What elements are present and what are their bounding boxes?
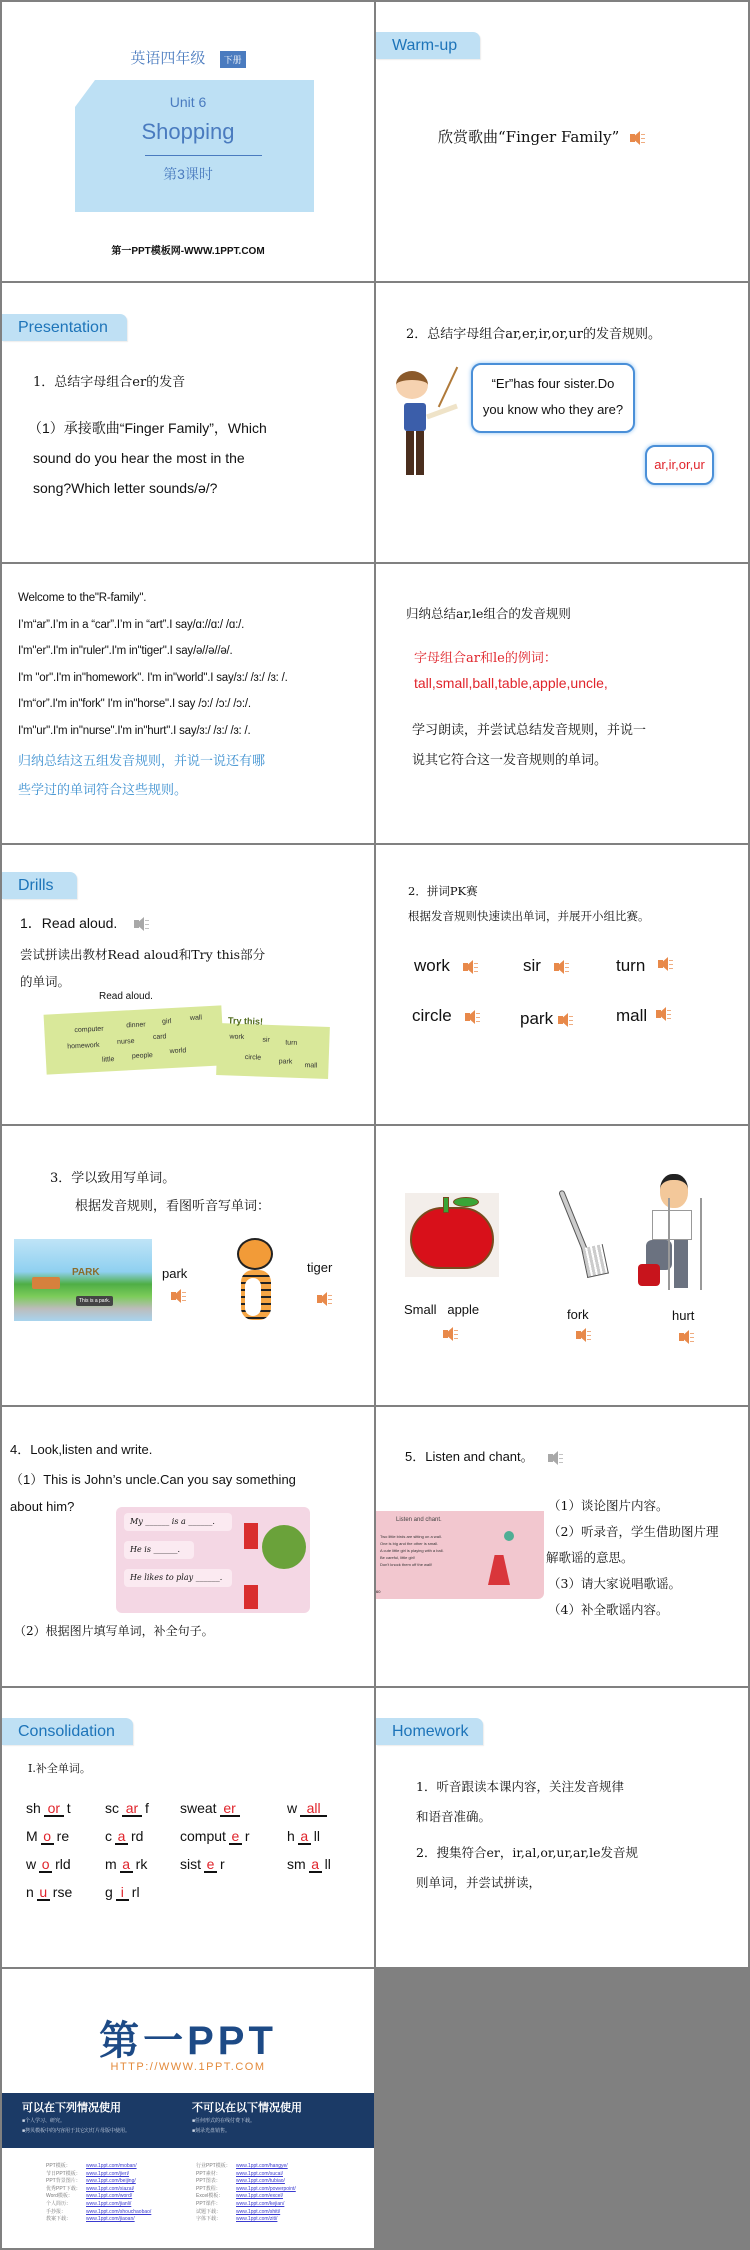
fill-word: [26, 1828, 69, 1845]
book-text: [380, 1533, 444, 1568]
word-park: park: [162, 1266, 188, 1281]
word-tiger: tiger: [307, 1260, 333, 1275]
answer-blank[interactable]: a: [298, 1830, 311, 1845]
cannot-use-item: ■任何形式的在线付费下载。: [192, 2118, 256, 2124]
lesson-title: Shopping: [141, 119, 235, 144]
links-left-column: [46, 2163, 151, 2224]
resource-link[interactable]: www.1ppt.com/shiti/: [236, 2208, 281, 2215]
can-use-title: 可以在下列情况使用: [22, 2102, 121, 2114]
answer-blank[interactable]: o: [41, 1830, 54, 1845]
cannot-use-list: [192, 2116, 255, 2136]
try-word: sir: [262, 1036, 270, 1044]
link-label: 节日PPT模板：: [46, 2170, 81, 2177]
write-heading: 3．学以致用写单词。: [50, 1171, 176, 1186]
word-prefix: sh: [26, 1800, 41, 1816]
link-label: PPT图表：: [196, 2178, 221, 2185]
bubble-line-1: “Er”has four sister.Do: [491, 376, 615, 391]
answer-blank[interactable]: er: [220, 1802, 240, 1817]
slide-3-presentation[interactable]: [2, 283, 374, 562]
worksheet-line: He likes to play ______.: [124, 1569, 232, 1587]
speaker-icon[interactable]: [464, 1009, 480, 1025]
resource-link[interactable]: www.1ppt.com/sucai/: [236, 2170, 283, 2177]
answer-blank[interactable]: u: [37, 1886, 50, 1901]
word-suffix: t: [66, 1800, 71, 1816]
paragraph-line-3: song?Which letter sounds/ə/?: [33, 480, 218, 496]
section-tab-warmup: Warm-up: [376, 32, 480, 59]
fill-word: [26, 1800, 71, 1817]
word-prefix: w: [287, 1800, 298, 1816]
resource-link[interactable]: www.1ppt.com/shouchaobao/: [86, 2208, 152, 2215]
homework-line: 1．听音跟读本课内容，关注发音规律: [416, 1779, 624, 1794]
fork-illustration: [558, 1189, 590, 1256]
resource-link[interactable]: www.1ppt.com/ziti/: [236, 2216, 278, 2223]
fill-word: [287, 1800, 330, 1817]
speaker-icon[interactable]: [575, 1327, 591, 1343]
fill-word: [287, 1856, 331, 1873]
chant-step: （2）听录音，学生借助图片理: [548, 1524, 719, 1539]
card-word: world: [169, 1047, 187, 1056]
look-line-1: （1）This is John’s uncle.Can you say something: [10, 1472, 296, 1487]
chant-step: （3）请大家说唱歌谣。: [548, 1576, 681, 1591]
slide-15-credits[interactable]: [2, 1969, 374, 2248]
link-label: PPT素材：: [196, 2170, 221, 2177]
link-row: [196, 2163, 296, 2171]
speaker-icon[interactable]: [170, 1288, 186, 1304]
try-word: circle: [244, 1054, 262, 1062]
grade-row: [2, 47, 374, 68]
fill-word: [26, 1856, 71, 1873]
card-word: little: [101, 1056, 115, 1064]
study-line-1: 学习朗读，并尝试总结发音规则，并说一: [412, 723, 647, 738]
resource-link[interactable]: www.1ppt.com/jianli/: [86, 2200, 132, 2207]
link-row: [46, 2201, 151, 2209]
book-line: A cute little girl is playing with a ball.: [380, 1548, 444, 1553]
speaker-icon[interactable]: [655, 1006, 671, 1022]
look-line-2: about him?: [10, 1499, 75, 1514]
resource-link[interactable]: www.1ppt.com/tubiao/: [236, 2178, 285, 2185]
resource-link[interactable]: www.1ppt.com/excel/: [236, 2193, 283, 2200]
book-line: Two little birds are sitting on a wall.: [380, 1534, 442, 1539]
link-row: [196, 2216, 296, 2224]
teacher-illustration: [392, 363, 462, 481]
links-right-column: [196, 2163, 296, 2224]
link-label: PPT课件：: [196, 2200, 221, 2207]
word-small-apple: Small apple: [404, 1302, 480, 1317]
park-bench: [32, 1277, 60, 1289]
section-tab-consolidation: Consolidation: [2, 1718, 133, 1745]
link-row: [196, 2201, 296, 2209]
homework-line: 则单词，并尝试拼读，: [416, 1875, 542, 1890]
link-label: 教案下载：: [46, 2216, 72, 2223]
link-label: 个人简历：: [46, 2200, 72, 2207]
presentation-paragraph: [28, 413, 267, 503]
card-word: girl: [161, 1018, 172, 1026]
homework-line: 2．搜集符合er，ir,al,or,ur,ar,le发音规: [416, 1845, 638, 1860]
example-label: 字母组合ar和le的例词：: [414, 651, 557, 666]
link-row: [196, 2178, 296, 2186]
word-suffix: f: [145, 1800, 149, 1816]
word-prefix: M: [26, 1828, 38, 1844]
presentation-heading: 1．总结字母组合er的发音: [33, 375, 186, 390]
volume-badge: 下册: [220, 51, 246, 68]
homework-item-1: [416, 1772, 624, 1832]
word-hurt: hurt: [672, 1308, 695, 1323]
pk-word-park[interactable]: [520, 1009, 573, 1029]
section-tab-drills: Drills: [2, 872, 77, 899]
fill-word: [180, 1856, 225, 1873]
answer-blank[interactable]: ar: [122, 1802, 142, 1817]
pk-word-turn[interactable]: [616, 956, 673, 976]
slide-11-look-listen-write[interactable]: [2, 1407, 374, 1686]
chant-heading-row: [405, 1446, 563, 1466]
worksheet-line: My ______ is a ______.: [124, 1513, 232, 1531]
try-word: turn: [285, 1039, 298, 1047]
link-label: 行业PPT模板：: [196, 2163, 231, 2169]
word-suffix: r: [244, 1828, 250, 1844]
drills-instruction: [20, 941, 265, 995]
link-label: 试题下载：: [196, 2208, 222, 2215]
r-family-line: Welcome to the"R-family".: [18, 592, 147, 604]
answer-blank[interactable]: i: [116, 1886, 129, 1901]
card-title: Read aloud.: [99, 991, 153, 1002]
usage-band: [2, 2093, 374, 2148]
link-row: [46, 2216, 151, 2224]
word-suffix: ll: [324, 1856, 331, 1872]
speaker-icon[interactable]: [462, 959, 478, 975]
pk-instruction: 根据发音规则快速读出单词，并展开小组比赛。: [408, 909, 650, 923]
link-label: Excel模板：: [196, 2193, 224, 2200]
word-prefix: g: [105, 1884, 113, 1900]
tiger-illustration: [227, 1234, 287, 1330]
word-suffix: ll: [313, 1828, 321, 1844]
word-suffix: rd: [131, 1828, 144, 1844]
answer-blank[interactable]: all: [300, 1802, 327, 1817]
grade-label: 英语四年级: [130, 50, 206, 67]
summary-line-2: 些学过的单词符合这些规则。: [18, 783, 188, 798]
study-instruction: [412, 716, 646, 776]
slide-12-chant[interactable]: [376, 1407, 748, 1686]
paragraph-line-1: （1）承接歌曲“Finger Family”，Which: [28, 420, 267, 436]
tree-icon: [262, 1525, 306, 1569]
instruction-line-2: 的单词。: [20, 974, 71, 989]
link-row: [46, 2193, 151, 2201]
slide-5-r-family[interactable]: [2, 564, 374, 843]
r-family-line: I'm "or".I'm in"homework". I'm in"world".I say/ɜ:/ /ɜ:/ /ɜ: /.: [18, 671, 288, 684]
pk-word-mall[interactable]: [616, 1006, 671, 1026]
park-illustration: [14, 1239, 152, 1321]
apple-illustration: [405, 1193, 499, 1277]
speaker-icon[interactable]: [629, 130, 645, 146]
fork-tines: [581, 1244, 609, 1278]
pk-word-sir[interactable]: [523, 956, 569, 976]
word-suffix: rk: [135, 1856, 148, 1872]
consolidation-heading: Ⅰ.补全单词。: [28, 1762, 91, 1775]
link-row: [196, 2193, 296, 2201]
resource-link[interactable]: www.1ppt.com/hangye/: [236, 2163, 288, 2169]
resource-link[interactable]: www.1ppt.com/powerpoint/: [236, 2185, 296, 2192]
can-use-item: ■拷贝模板中的内容用于其它幻灯片母版中使用。: [22, 2128, 131, 2134]
answer-blank[interactable]: a: [309, 1858, 322, 1873]
resource-link[interactable]: www.1ppt.com/moban/: [86, 2163, 137, 2169]
link-label: PPT模板：: [46, 2163, 71, 2169]
speaker-icon[interactable]: [316, 1291, 332, 1307]
word-prefix: c: [105, 1828, 112, 1844]
resource-link[interactable]: www.1ppt.com/jieri/: [86, 2170, 130, 2177]
title-divider: [145, 155, 262, 156]
word-suffix: r: [220, 1856, 225, 1872]
answer-blank[interactable]: o: [39, 1858, 52, 1873]
answer-blank[interactable]: e: [204, 1858, 217, 1873]
uncle-figure: [244, 1523, 258, 1549]
can-use-item: ■个人学习、研究。: [22, 2118, 66, 2124]
worksheet-illustration: [116, 1507, 310, 1613]
speech-bubble-answer: [645, 445, 714, 485]
homework-line: 和语音准确。: [416, 1809, 492, 1824]
song-line: [438, 126, 645, 147]
slide-13-consolidation[interactable]: [2, 1688, 374, 1967]
section-tab-presentation: Presentation: [2, 314, 127, 341]
slide-7-drills[interactable]: [2, 845, 374, 1124]
fill-word: [180, 1828, 250, 1845]
baseball-figure: [244, 1585, 258, 1609]
fill-instruction: （2）根据图片填写单词，补全句子。: [14, 1624, 214, 1638]
fill-word: [105, 1884, 140, 1901]
link-row: [46, 2178, 151, 2186]
link-label: PPT背景图片：: [46, 2178, 81, 2185]
r-family-lines: [18, 585, 288, 744]
fill-word: [105, 1828, 143, 1845]
slide-2-warmup[interactable]: [376, 2, 748, 281]
book-title: Listen and chant.: [396, 1517, 442, 1523]
r-family-line: I'm"ur".I'm in"nurse".I'm in"hurt".I say/ɜ:/ /ɜ:/ /ɜ: /.: [18, 724, 251, 737]
link-label: Word模板：: [46, 2193, 73, 2200]
slide-10-pictures[interactable]: [376, 1126, 748, 1405]
chant-step: 解歌谣的意思。: [546, 1550, 634, 1565]
card-word: nurse: [116, 1037, 135, 1046]
answer-blank[interactable]: a: [120, 1858, 133, 1873]
book-line: Be careful, little girl!: [380, 1555, 415, 1560]
read-aloud-heading: 1．Read aloud.: [20, 915, 118, 931]
example-words: tall,small,ball,table,apple,uncle,: [414, 675, 608, 691]
resource-link[interactable]: www.1ppt.com/kejian/: [236, 2200, 285, 2207]
pk-word-label: park: [520, 1009, 554, 1028]
word-suffix: re: [56, 1828, 70, 1844]
word-suffix: rse: [52, 1884, 73, 1900]
chant-steps: [548, 1493, 718, 1623]
link-label: 优秀PPT下载：: [46, 2185, 81, 2192]
book-line: Don't knock them off the wall!: [380, 1562, 433, 1567]
resource-link[interactable]: www.1ppt.com/xiazai/: [86, 2185, 135, 2192]
word-prefix: n: [26, 1884, 34, 1900]
speech-bubble-question: [471, 363, 635, 433]
pk-word-label: sir: [523, 956, 541, 975]
look-heading: 4．Look,listen and write.: [10, 1442, 153, 1457]
instruction-line-1: 尝试拼读出教材Read aloud和Try this部分: [20, 947, 266, 962]
cannot-use-item: ■刻录光盘销售。: [192, 2128, 231, 2134]
hurt-man-illustration: [638, 1168, 714, 1292]
word-prefix: h: [287, 1828, 295, 1844]
pk-word-label: turn: [616, 956, 646, 975]
speaker-icon[interactable]: [133, 916, 149, 932]
slide-4-rules[interactable]: [376, 283, 748, 562]
cannot-use-title: 不可以在以下情况使用: [192, 2102, 302, 2114]
word-prefix: sist: [180, 1856, 201, 1872]
card-word: card: [152, 1033, 167, 1042]
answer-text: ar,ir,or,ur: [654, 457, 705, 472]
word-prefix: m: [105, 1856, 117, 1872]
summary-line-1: 归纳总结这五组发音规则，并说一说还有哪: [18, 754, 266, 769]
can-use-list: [22, 2116, 130, 2136]
song-text: 欣赏歌曲“Finger Family”: [438, 128, 620, 146]
word-prefix: sc: [105, 1800, 119, 1816]
unit-label: Unit 6: [169, 94, 207, 110]
card-word: people: [131, 1052, 154, 1061]
answer-blank[interactable]: e: [229, 1830, 242, 1845]
word-suffix: rl: [131, 1884, 140, 1900]
try-this-card: [216, 1015, 330, 1079]
speaker-icon[interactable]: [553, 959, 569, 975]
fill-in-grid: [2, 1688, 374, 1967]
fill-word: [180, 1800, 243, 1817]
card-word: computer: [74, 1025, 104, 1035]
word-prefix: w: [26, 1856, 37, 1872]
chant-book-illustration: [376, 1511, 544, 1599]
speaker-icon[interactable]: [657, 956, 673, 972]
slide-1-title[interactable]: [2, 2, 374, 281]
pk-word-label: circle: [412, 1006, 452, 1025]
site-footer: 第一PPT模板网-WWW.1PPT.COM: [111, 246, 265, 257]
answer-blank[interactable]: or: [44, 1802, 64, 1817]
worksheet-line: He is ______.: [124, 1541, 194, 1559]
study-line-2: 说其它符合这一发音规则的单词。: [412, 753, 608, 768]
word-prefix: sm: [287, 1856, 306, 1872]
bubble-line-2: you know who they are?: [482, 402, 624, 417]
word-prefix: comput: [180, 1828, 226, 1844]
fill-word: [105, 1800, 149, 1817]
link-label: 字体下载：: [196, 2216, 222, 2223]
answer-blank[interactable]: a: [115, 1830, 128, 1845]
pk-heading: 2．拼词PK赛: [408, 884, 478, 898]
pk-word-work[interactable]: [414, 956, 478, 976]
speaker-icon[interactable]: [557, 1012, 573, 1028]
word-prefix: sweat: [180, 1800, 217, 1816]
card-word: wall: [189, 1014, 203, 1023]
slide-8-pk[interactable]: [376, 845, 748, 1124]
speaker-icon[interactable]: [678, 1329, 694, 1345]
read-aloud-card: [44, 1005, 225, 1074]
link-row: [46, 2163, 151, 2171]
card-word: dinner: [126, 1021, 146, 1030]
chant-step: （1）谈论图片内容。: [548, 1498, 669, 1513]
try-word: mall: [304, 1062, 318, 1070]
link-label: PPT教程：: [196, 2185, 221, 2192]
ball-icon: [504, 1531, 514, 1541]
pk-word-circle[interactable]: [412, 1006, 480, 1026]
resource-link[interactable]: www.1ppt.com/jiaoan/: [86, 2216, 135, 2223]
park-sign: PARK: [72, 1267, 100, 1278]
girl-figure: [488, 1555, 510, 1585]
resource-link[interactable]: www.1ppt.com/beijing/: [86, 2178, 136, 2185]
resource-link[interactable]: www.1ppt.com/word/: [86, 2193, 133, 2200]
word-suffix: rld: [55, 1856, 71, 1872]
slide-9-write-words[interactable]: [2, 1126, 374, 1405]
speaker-icon[interactable]: [547, 1450, 563, 1466]
r-family-line: I'm“or”.I'm in"fork" I'm in"horse".I say /ɔ:/ /ɔ:/ /ɔ:/.: [18, 698, 251, 710]
pk-word-label: work: [414, 956, 450, 975]
r-family-line: I’m“ar”.I’m in a “car”.I’m in “art”.I say/ɑ://ɑ:/ /ɑ:/.: [18, 618, 245, 631]
speaker-icon[interactable]: [442, 1326, 458, 1342]
slide-14-homework[interactable]: [376, 1688, 748, 1967]
slide-6-ar-le[interactable]: [376, 564, 748, 843]
rules-heading: 2．总结字母组合ar,er,ir,or,ur的发音规则。: [406, 327, 661, 342]
link-label: 手抄报：: [46, 2208, 67, 2215]
r-family-line: I'm"er".I'm in"ruler".I'm in"tiger".I say/ə//ə//ə/.: [18, 645, 233, 657]
book-page-number: 60: [376, 1589, 381, 1594]
try-word: work: [229, 1033, 245, 1041]
fill-word: [287, 1828, 320, 1845]
chant-step: （4）补全歌谣内容。: [548, 1602, 669, 1617]
site-logo: 第一PPT: [99, 2019, 277, 2063]
homework-item-2: [416, 1838, 638, 1898]
park-caption: This is a park.: [76, 1296, 113, 1306]
try-word: park: [278, 1058, 293, 1066]
fill-word: [105, 1856, 147, 1873]
card-word: homework: [67, 1041, 100, 1051]
site-url[interactable]: HTTP://WWW.1PPT.COM: [110, 2061, 266, 2073]
chant-heading: 5．Listen and chant。: [405, 1449, 534, 1464]
pk-word-label: mall: [616, 1006, 648, 1025]
summary-instruction: [18, 747, 265, 805]
try-this-title: Try this!: [227, 1015, 264, 1027]
write-instruction: 根据发音规则，看图听音写单词：: [75, 1199, 271, 1214]
word-fork: fork: [567, 1307, 589, 1322]
ar-le-heading: 归纳总结ar,le组合的发音规则: [406, 606, 571, 621]
section-tab-homework: Homework: [376, 1718, 483, 1745]
lesson-number: 第3课时: [163, 166, 213, 182]
book-line: One is big and the other is small.: [380, 1541, 439, 1546]
paragraph-line-2: sound do you hear the most in the: [33, 450, 245, 466]
fill-word: [26, 1884, 72, 1901]
read-aloud-row: [20, 913, 149, 933]
